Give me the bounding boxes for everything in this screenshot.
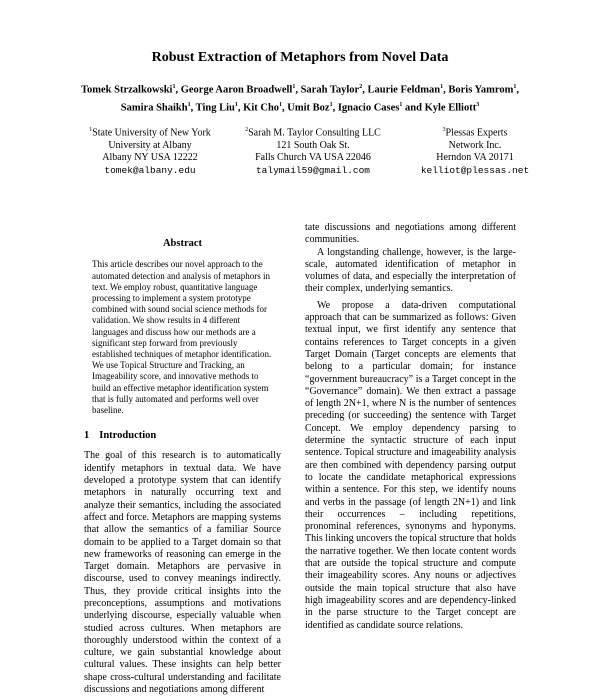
- section-number: 1: [84, 430, 90, 442]
- section-heading-introduction: [84, 430, 281, 442]
- affiliation-line2: Network Inc.: [448, 139, 502, 151]
- affiliation-email: kelliot@plessas.net: [420, 164, 530, 176]
- intro-paragraph-3: We propose a data-driven computational approach that can be summarized as follows: Given textual input, we first identify any sentence that contains references to Target concepts in a given Target Domain (Target concepts are elements that belong to a particular domain; for instance “government bureaucracy” is a Target concept in the “Governance” domain). We then extract a passage of length 2N+1, where N is the number of sentences preceding (or succeeding) the sentence with Target Concept. We employ dependency parsing to determine the syntactic structure of each input sentence. Topical structure and imageability analysis are then combined with dependency parsing output to locate the candidate metaphorical expressions within a sentence. For this step, we identify nouns and verbs in the passage (of length 2N+1) and link their occurrences – including repetitions, pronominal references, synonyms and hyponyms. This linking uncovers the topical structure that holds the narrative together. We then locate content words that are outside the topical structure and compute their imageability scores. Any nouns or adjectives outside the main topical structure that also have high imageability scores and are dependency-linked in the parse structure to the Target concept are identified as candidate source relations.: [305, 299, 516, 631]
- affiliation-line2: 121 South Oak St.: [276, 139, 350, 151]
- affiliation-1: [70, 124, 230, 177]
- affiliation-sup: 3: [442, 127, 446, 133]
- affiliation-line3: Falls Church VA USA 22046: [255, 152, 371, 164]
- intro-paragraph-1: The goal of this research is to automatically identify metaphors in textual data. We have developed a prototype system that can identify metaphors in naturally occurring text and analyze their semantics, including the associated affect and force. Metaphors are mapping systems that allow the semantics of a familiar Source domain to be applied to a Target domain so that new frameworks of reasoning can emerge in the Target domain. Metaphors are pervasive in discourse, used to convey meanings indirectly. Thus, they provide critical insights into the preconceptions, assumptions and motivations underlying discourse, especially valuable when studied across cultures. When metaphors are thoroughly understood within the context of a culture, we gain substantial knowledge about cultural values. These insights can help better shape cross-cultural understanding and facilitate discussions and negotiations among different: [84, 450, 281, 696]
- affiliation-name: Plessas Experts: [445, 127, 508, 139]
- affiliation-email: tomek@albany.edu: [104, 164, 196, 176]
- right-column: [305, 222, 516, 631]
- left-column: [84, 238, 281, 696]
- affiliation-line3: Albany NY USA 12222: [102, 152, 198, 164]
- affiliation-2: [228, 124, 398, 177]
- intro-paragraph-2: A longstanding challenge, however, is the large-scale, automated identification of metaphor in volumes of data, and especially the interpretation of their complex, underlying semantics.: [305, 246, 516, 295]
- affiliation-name: State University of New York: [92, 127, 211, 139]
- affiliation-line2: University at Albany: [108, 139, 192, 151]
- affiliation-3: [400, 124, 550, 177]
- affiliation-email: talymail59@gmail.com: [255, 164, 371, 176]
- affiliation-name: Sarah M. Taylor Consulting LLC: [248, 127, 381, 139]
- paper-title: Robust Extraction of Metaphors from Novel Data: [151, 50, 449, 65]
- author-list: Tomek Strzalkowski$^1$, George Aaron Broadwell$^1$, Sarah Taylor$^2$, Laurie Feldman$^1$, Boris Yamrom$^1$, Samira Shaikh$^1$, Ting Liu$^1$, Kit Cho$^1$, Umit Boz$^1$, Ignacio Cases$^1$ and Kyle Elliott$^3$: [80, 84, 520, 113]
- affiliation-sup: 1: [89, 127, 93, 133]
- section-title: Introduction: [99, 430, 157, 442]
- affiliation-sup: 2: [245, 127, 249, 133]
- intro-paragraph-continued: tate discussions and negotiations among different communities.: [305, 222, 516, 246]
- affiliation-line3: Herndon VA 20171: [436, 152, 514, 164]
- abstract-heading: Abstract: [162, 238, 203, 249]
- abstract-text: This article describes our novel approach to the automated detection and analysis of metaphors in text. We employ robust, quantitative language processing to implement a system prototype combined with sound social science methods for validation. We show results in 4 different languages and discuss how our methods are a significant step forward from previously established techniques of metaphor identification. We use Topical Structure and Tracking, an Imageability score, and innovative methods to build an effective metaphor identification system that is fully automated and performs well over baseline.: [92, 259, 272, 415]
